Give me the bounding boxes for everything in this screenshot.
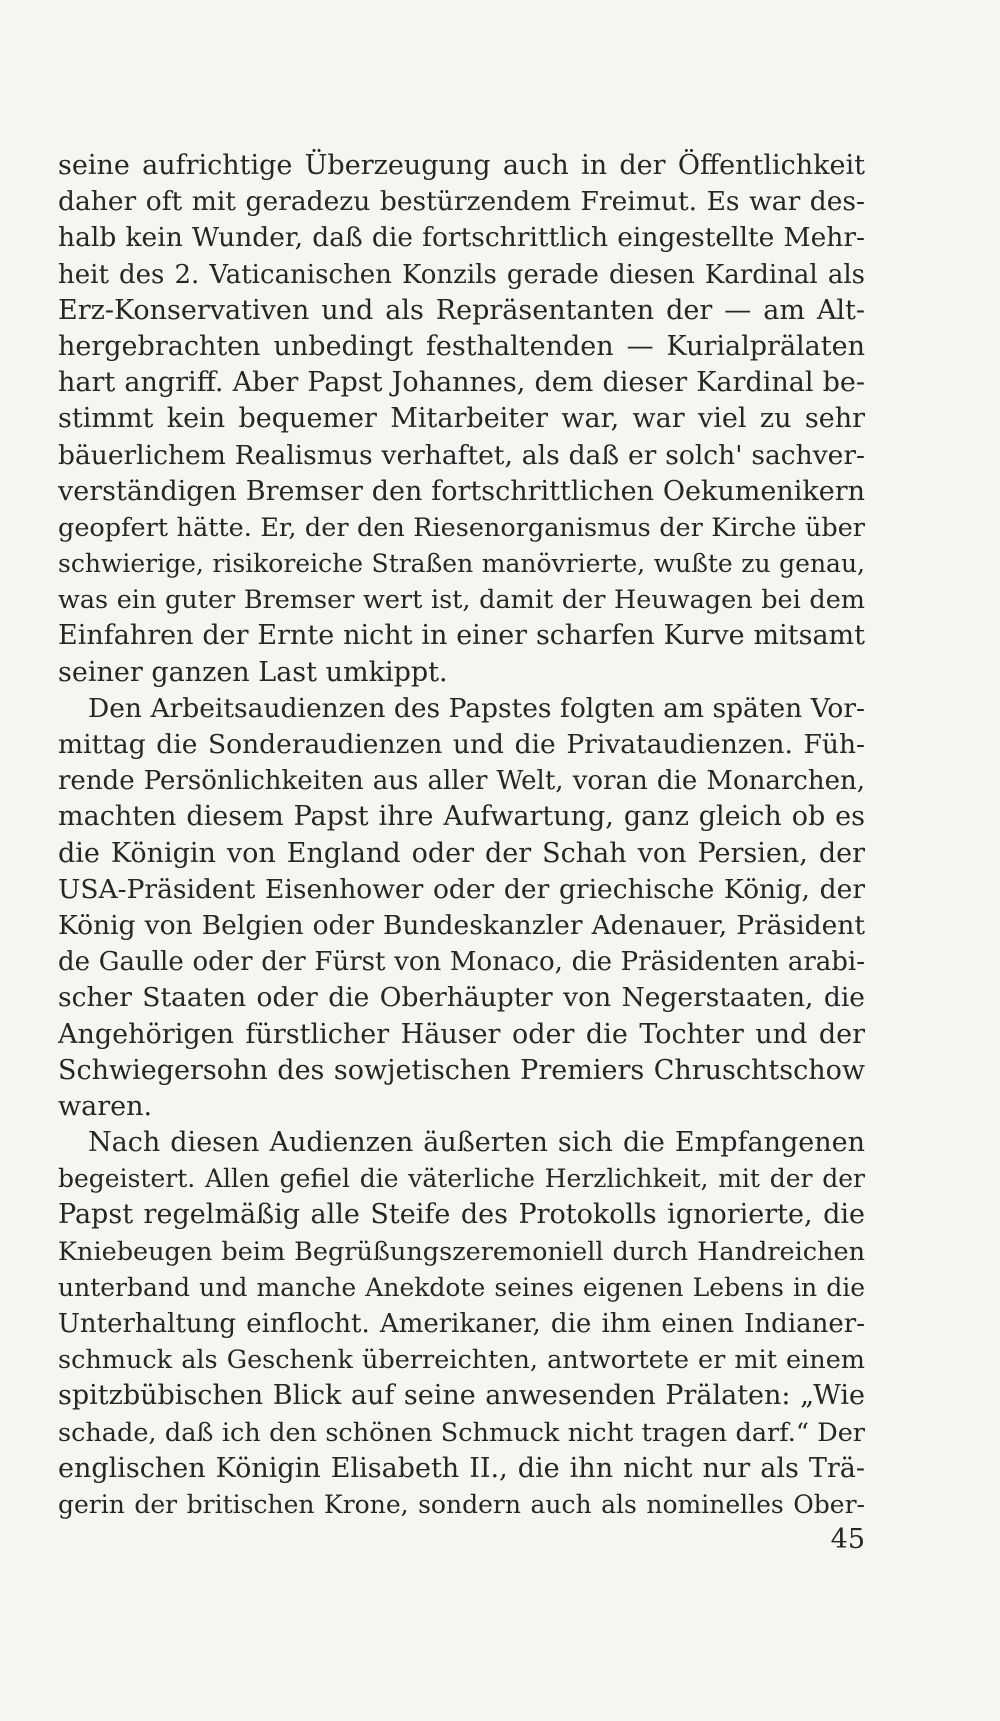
text-line: seiner ganzen Last umkippt. (58, 656, 448, 688)
text-line: verständigen Bremser den fortschrittlichen Oekumenikern (58, 475, 865, 507)
text-line: unterband und manche Anekdote seines eigenen Lebens in die (58, 1272, 865, 1302)
text-line: Unterhaltung einflocht. Amerikaner, die ihm einen Indianer- (58, 1309, 865, 1339)
text-line: daher oft mit geradezu bestürzendem Freimut. Es war des- (58, 186, 865, 218)
text-line: Erz-Konservativen und als Repräsentanten der — am Alt- (58, 294, 865, 326)
text-line: seine aufrichtige Überzeugung auch in der Öffentlichkeit (58, 150, 865, 181)
text-line: USA-Präsident Eisenhower oder der griechische König, der (58, 873, 865, 905)
text-line: Papst regelmäßig alle Steife des Protokolls ignorierte, die (58, 1199, 865, 1231)
text-line: hart angriff. Aber Papst Johannes, dem dieser Kardinal be- (58, 367, 865, 399)
text-line: Angehörigen fürstlicher Häuser oder die Tochter und der (58, 1018, 865, 1050)
text-line: König von Belgien oder Bundeskanzler Adenauer, Präsident (58, 909, 865, 941)
text-line: Nach diesen Audienzen äußerten sich die Empfangenen (88, 1127, 865, 1159)
text-line: scher Staaten oder die Oberhäupter von Negerstaaten, die (58, 982, 865, 1014)
text-line: stimmt kein bequemer Mitarbeiter war, war viel zu sehr (58, 403, 865, 435)
text-line: spitzbübischen Blick auf seine anwesenden Prälaten: „Wie (58, 1380, 865, 1412)
text-line: Einfahren der Ernte nicht in einer scharfen Kurve mitsamt (58, 620, 865, 652)
text-line: gerin der britischen Krone, sondern auch als nominelles Ober- (58, 1489, 865, 1519)
text-line: waren. (58, 1090, 153, 1122)
text-line: de Gaulle oder der Fürst von Monaco, die Präsidenten arabi- (58, 947, 865, 978)
text-line: was ein guter Bremser wert ist, damit der Heuwagen bei dem (58, 585, 865, 616)
text-line: bäuerlichem Realismus verhaftet, als daß er solch' sachver- (58, 439, 865, 471)
text-line: Den Arbeitsaudienzen des Papstes folgten am späten Vor- (88, 692, 865, 724)
text-line: rende Persönlichkeiten aus aller Welt, voran die Monarchen, (58, 766, 865, 797)
text-line: begeistert. Allen gefiel die väterliche Herzlichkeit, mit der der (58, 1164, 865, 1194)
text-line: halb kein Wunder, daß die fortschrittlich eingestellte Mehr- (58, 222, 865, 254)
body-text (58, 148, 865, 1523)
text-line: Kniebeugen beim Begrüßungszeremoniell durch Handreichen (58, 1236, 865, 1267)
text-line: die Königin von England oder der Schah von Persien, der (58, 837, 865, 869)
text-line: heit des 2. Vaticanischen Konzils gerade diesen Kardinal als (58, 259, 865, 290)
text-line: schmuck als Geschenk überreichten, antwortete er mit einem (58, 1345, 865, 1376)
text-line: englischen Königin Elisabeth II., die ihn nicht nur als Trä- (58, 1452, 865, 1484)
text-line: schwierige, risikoreiche Straßen manövrierte, wußte zu genau, (58, 549, 865, 579)
text-line: machten diesem Papst ihre Aufwartung, ganz gleich ob es (58, 801, 865, 833)
text-line: mittag die Sonderaudienzen und die Privataudienzen. Füh- (58, 729, 865, 760)
text-line: schade, daß ich den schönen Schmuck nicht tragen darf.“ Der (58, 1417, 865, 1448)
text-line: geopfert hätte. Er, der den Riesenorganismus der Kirche über (58, 512, 865, 543)
text-line: hergebrachten unbedingt festhaltenden — Kurialprälaten (58, 330, 865, 362)
text-line: Schwiegersohn des sowjetischen Premiers Chruschtschow (58, 1054, 865, 1086)
page-number: 45 (830, 1524, 865, 1555)
